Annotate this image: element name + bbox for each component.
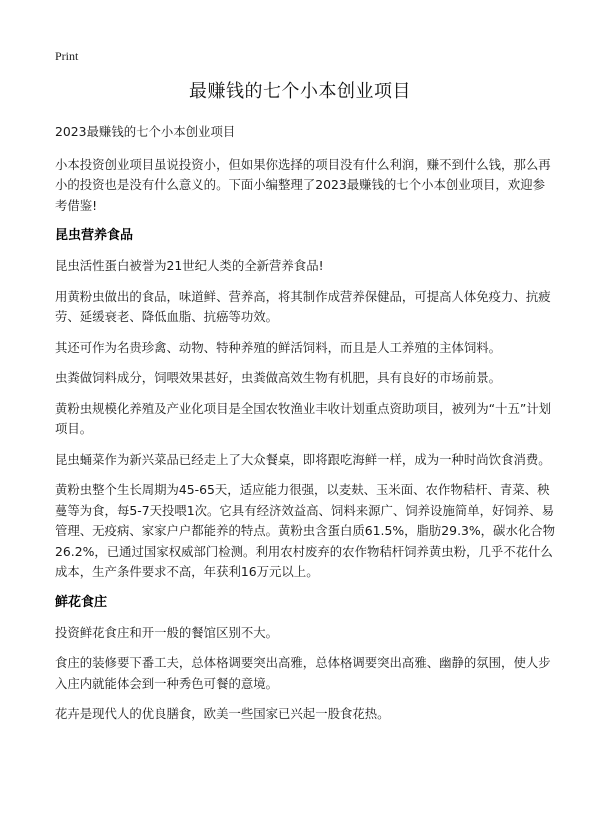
- section-heading: 鲜花食庄: [55, 594, 108, 610]
- intro-paragraph: 小本投资创业项目虽说投资小，但如果你选择的项目没有什么利润，赚不到什么钱，那么再小的投资也是没有什么意义的。下面小编整理了2023最赚钱的七个小本创业项目，欢迎参考借鉴!: [55, 156, 551, 213]
- paragraph: 食庄的装修要下番工夫，总体格调要突出高雅，总体格调要突出高雅、幽静的氛围，使人步入庄内就能体会到一种秀色可餐的意境。: [55, 655, 551, 691]
- paragraph: 黄粉虫整个生长周期为45-65天，适应能力很强，以麦麸、玉米面、农作物秸杆、青菜、秧蔓等为食，每5-7天投喂1次。它具有经济效益高、饲料来源广、饲养设施简单，好饲养、易管理、无疫病、家家户户都能养的特点。黄粉虫含蛋白质61.5%，脂肪29.3%，碳水化合物26.2%，已通过国家权威部门检测。利用农村废弃的农作物秸杆饲养黄虫粉，几乎不花什么成本，生产条件要求不高，年获利16万元以上。: [55, 482, 556, 579]
- paragraph: 昆虫活性蛋白被誉为21世纪人类的全新营养食品!: [55, 258, 324, 273]
- paragraph: 花卉是现代人的优良膳食，欧美一些国家已兴起一股食花热。: [55, 706, 390, 721]
- paragraph: 昆虫蛹菜作为新兴菜品已经走上了大众餐桌，即将跟吃海鲜一样，成为一种时尚饮食消费。: [55, 451, 551, 467]
- document-subtitle: 2023最赚钱的七个小本创业项目: [55, 124, 236, 139]
- paragraph: 用黄粉虫做出的食品，味道鲜、营养高，将其制作成营养保健品，可提高人体免疫力、抗疲劳、延缓衰老、降低血脂、抗癌等功效。: [55, 288, 551, 324]
- section-flower-restaurant: [55, 593, 555, 725]
- document-body: [55, 122, 555, 735]
- section-insect-food: [55, 226, 555, 583]
- paragraph: 虫粪做饲料成分，饲喂效果甚好，虫粪做高效生物有机肥，具有良好的市场前景。: [55, 370, 502, 385]
- document-title: 最赚钱的七个小本创业项目: [189, 81, 411, 102]
- section-heading: 昆虫营养食品: [55, 228, 134, 243]
- print-label: Print: [55, 49, 79, 63]
- paragraph: 投资鲜花食庄和开一般的餐馆区别不大。: [55, 624, 279, 640]
- paragraph: 其还可作为名贵珍禽、动物、特种养殖的鲜活饲料，而且是人工养殖的主体饲料。: [55, 339, 502, 355]
- paragraph: 黄粉虫规模化养殖及产业化项目是全国农牧渔业丰收计划重点资助项目，被列为“十五”计划项目。: [55, 400, 552, 436]
